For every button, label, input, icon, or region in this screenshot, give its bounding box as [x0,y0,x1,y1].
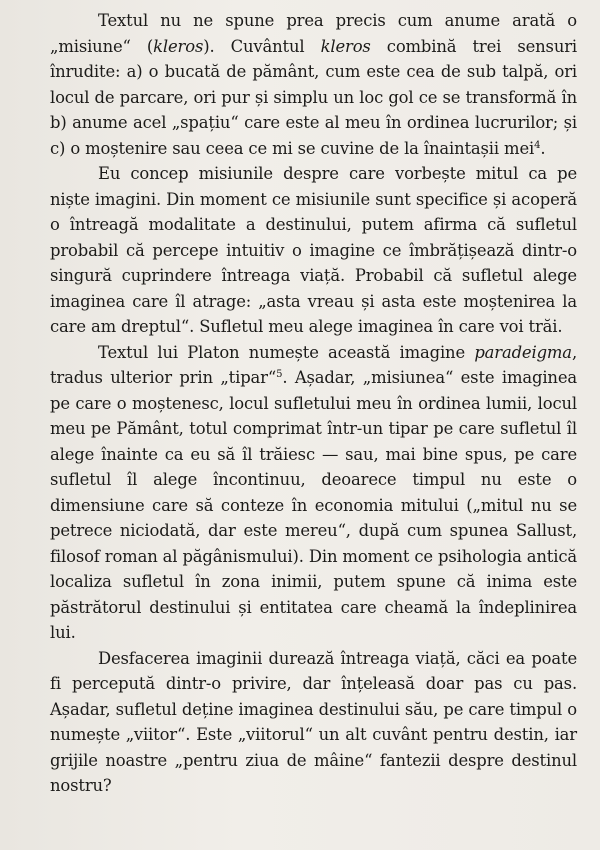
paragraph-2 [50,161,577,340]
italic-term: paradeigma [474,342,572,362]
text-run: Textul lui Platon numește această imagine [98,342,475,362]
text-run: combină trei sensuri înrudite: a) o bucată de pământ, cum este cea de sub talpă, ori locul de parcare, ori pur și simplu un loc gol ce se transformă în b) anume acel „spațiu“ care este al meu în ordinea lucrurilor; și c) o moștenire sau ceea ce mi se cuvine de la înaintașii mei [50,36,578,158]
paragraph-4 [50,646,577,799]
footnote-marker: 5 [276,369,283,380]
text-run: ). Cuvântul [203,36,321,56]
text-run: . Așadar, „misiunea“ este imaginea pe care o moștenesc, locul sufletului meu în ordinea lumii, locul meu pe Pământ, totul comprimat într-un tipar pe care sufletul îl alege înainte ca eu să îl trăiesc — sau, mai bine spus, pe care sufletul îl alege încontinuu, deoarece timpul nu este o dimensiune care să conteze în economia mitului („mitul nu se petrece niciodată, dar este mereu“, după cum spunea Sallust, filosof roman al păgânismului). Din moment ce psihologia antică localiza sufletul în zona inimii, putem spune că inima este păstrătorul destinului și entitatea care cheamă la îndeplinirea lui. [50,368,578,642]
body-text [50,8,577,799]
text-run: Eu concep misiunile despre care vorbește mitul ca pe niște imagini. Din moment ce misiunile sunt specifice și acoperă o întreagă modalitate a destinului, putem afirma că sufletul probabil că percepe intuitiv o imagine ce îmbrățișează dintr-o singură cuprindere întreaga viață. Probabil că sufletul alege imaginea care îl atrage: „asta vreau și asta este moștenirea la care am dreptul“. Sufletul meu alege imaginea în care voi trăi. [50,164,577,336]
italic-term: kleros [320,36,371,56]
paragraph-3 [50,340,577,646]
text-run: . [540,138,546,158]
text-run: , tradus ulterior prin „tipar“ [50,342,577,387]
text-run: Desfacerea imaginii durează întreaga viață, căci ea poate fi percepută dintr-o privire, dar înțeleasă doar pas cu pas. Așadar, sufletul deține imaginea destinului său, pe care timpul o numește „viitor“. Este „viitorul“ un alt cuvânt pentru destin, iar grijile noastre „pentru ziua de mâine“ fantezii despre destinul nostru? [50,648,577,795]
paragraph-1 [50,8,577,161]
italic-term: kleros [153,36,204,56]
text-run: Textul nu ne spune prea precis cum anume arată o „misiune“ ( [50,11,577,56]
footnote-marker: 4 [534,139,541,151]
